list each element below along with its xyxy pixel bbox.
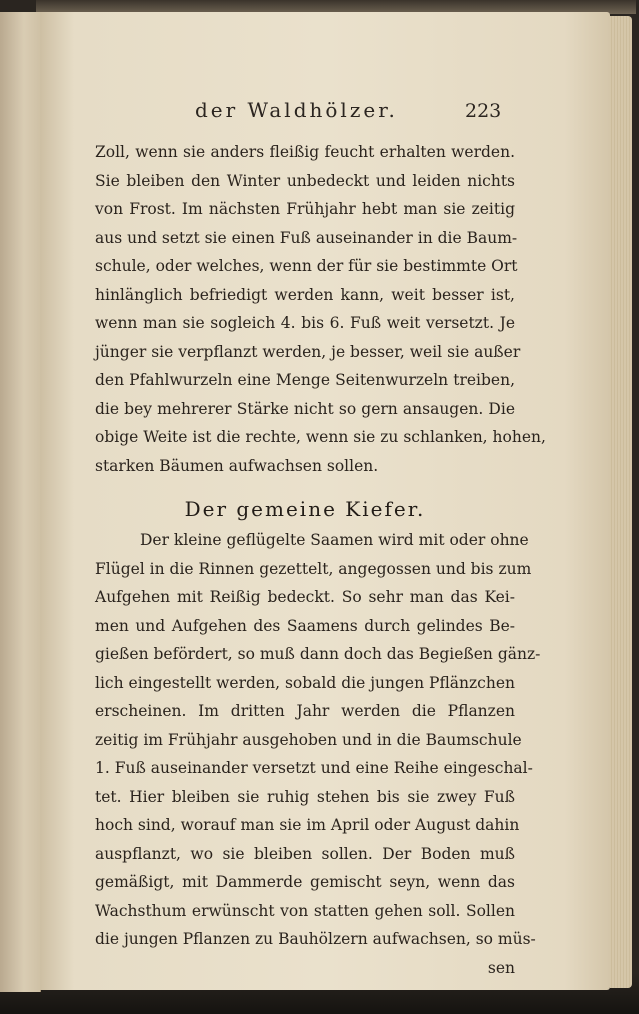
text-line: gießen befördert, so muß dann doch das Begießen gänz- (95, 645, 541, 663)
text-line: starken Bäumen aufwachsen sollen. (95, 456, 379, 475)
text-line: hoch sind, worauf man sie im April oder August dahin (95, 816, 520, 834)
text-line: lich eingestellt werden, sobald die jungen Pflänzchen (95, 673, 515, 692)
text-line: Wachsthum erwünscht von statten gehen soll. Sollen (95, 901, 515, 920)
text-line: jünger sie verpflanzt werden, je besser, weil sie außer (95, 342, 521, 361)
body-text (95, 138, 546, 982)
catchword: sen (487, 958, 515, 977)
text-line: Aufgehen mit Reißig bedeckt. So sehr man das Kei- (95, 588, 515, 606)
paragraph-2 (95, 526, 541, 954)
text-line: Der kleine geflügelte Saamen wird mit oder ohne (140, 531, 529, 549)
text-line: erscheinen. Im dritten Jahr werden die Pflanzen (95, 702, 515, 720)
text-line: zeitig im Frühjahr ausgehoben und in die Baumschule (95, 730, 522, 749)
text-line: aus und setzt sie einen Fuß auseinander in die Baum- (95, 228, 518, 247)
text-line: den Pfahlwurzeln eine Menge Seitenwurzeln treiben, (95, 371, 515, 389)
text-line: wenn man sie sogleich 4. bis 6. Fuß weit versetzt. Je (95, 314, 515, 332)
text-line: schule, oder welches, wenn der für sie bestimmte Ort (95, 257, 518, 275)
text-line: tet. Hier bleiben sie ruhig stehen bis sie zwey Fuß (95, 787, 515, 806)
running-head: der Waldhölzer. (195, 98, 398, 122)
text-line: gemäßigt, mit Dammerde gemischt seyn, wenn das (95, 873, 515, 891)
text-line: men und Aufgehen des Saamens durch gelindes Be- (95, 616, 515, 635)
text-line: von Frost. Im nächsten Frühjahr hebt man sie zeitig (95, 200, 515, 218)
page-stack-edge (610, 16, 632, 988)
text-line: Zoll, wenn sie anders fleißig feucht erhalten werden. (95, 143, 515, 161)
page-number: 223 (465, 100, 502, 122)
facing-page-edge (0, 12, 41, 992)
text-line: die bey mehrerer Stärke nicht so gern ansaugen. Die (95, 399, 515, 418)
section-heading: Der gemeine Kiefer. (184, 497, 426, 521)
text-line: hinlänglich befriedigt werden kann, weit besser ist, (95, 285, 515, 304)
text-line: 1. Fuß auseinander versetzt und eine Reihe eingeschal- (95, 759, 533, 777)
text-line: Flügel in die Rinnen gezettelt, angegossen und bis zum (95, 559, 532, 578)
text-line: auspflanzt, wo sie bleiben sollen. Der Boden muß (95, 844, 515, 863)
text-line: obige Weite ist die rechte, wenn sie zu schlanken, hohen, (95, 428, 546, 446)
text-line: die jungen Pflanzen zu Bauhölzern aufwachsen, so müs- (95, 930, 536, 948)
text-line: Sie bleiben den Winter unbedeckt und leiden nichts (95, 171, 515, 190)
paragraph-1 (95, 138, 546, 480)
